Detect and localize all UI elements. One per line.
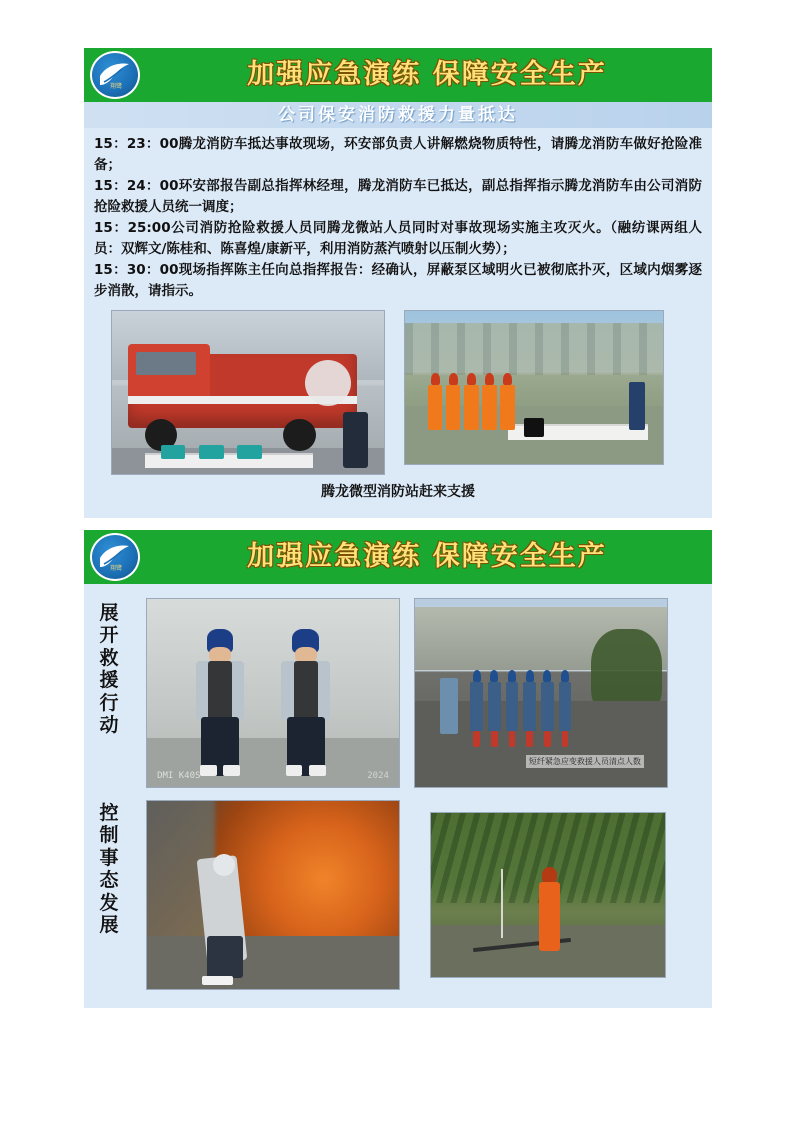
slide-1-caption: 腾龙微型消防站赶来支援 (321, 484, 475, 501)
slide-1-title: 加强应急演练 保障安全生产 (247, 59, 607, 90)
vertical-char: 动 (99, 714, 119, 737)
vertical-char: 展 (99, 602, 119, 624)
photo-overlay-text: 短纤紧急应变救援人员清点人数 (526, 755, 644, 768)
photo-watermark-left: DMI K40S (157, 771, 201, 782)
vertical-label-rescue (92, 602, 126, 736)
photo-extinguisher-team (414, 598, 668, 788)
photo-fire-truck (111, 310, 385, 475)
slide-2-body (84, 584, 712, 1004)
body-paragraph: 15：23：00腾龙消防车抵达事故现场，环安部负责人讲解燃烧物质特性，请腾龙消防车做好抢险准备； (94, 136, 702, 173)
svg-text:翔鹭: 翔鹭 (110, 83, 123, 90)
vertical-char: 救 (99, 646, 119, 669)
body-paragraph: 15：25:00公司消防抢险救援人员同腾龙微站人员同时对事故现场实施主攻灭火。（融纺课两组人员：双辉文/陈桂和、陈喜煌/康新平，利用消防蒸汽喷射以压制火势）； (94, 220, 702, 257)
vertical-char: 事 (99, 846, 119, 869)
vertical-char: 行 (99, 691, 119, 714)
slide-1-banner (84, 48, 712, 102)
photo-firefighter-hose (430, 812, 666, 978)
photo-watermark-right: 2024 (367, 771, 389, 782)
slide-1-subtitle: 公司保安消防救援力量抵达 (84, 102, 712, 128)
photo-smoke-control (146, 800, 400, 990)
vertical-char: 制 (99, 824, 119, 847)
body-paragraph: 15：24：00环安部报告副总指挥林经理，腾龙消防车已抵达，副总指挥指示腾龙消防车由公司消防抢险救援人员统一调度； (94, 178, 702, 215)
slide-1-body (84, 128, 712, 304)
vertical-char: 态 (99, 869, 119, 892)
slide-1 (84, 48, 712, 518)
body-paragraph: 15：30：00现场指挥陈主任向总指挥报告：经确认，屏蔽泵区域明火已被彻底扑灭，区域内烟雾逐步消散，请指示。 (94, 262, 702, 299)
photo-drill-lineup (404, 310, 664, 465)
photo-scba-workers (146, 598, 400, 788)
slide-2-title: 加强应急演练 保障安全生产 (247, 541, 607, 572)
slide-2 (84, 530, 712, 1008)
vertical-char: 展 (99, 914, 119, 937)
slide-1-photo-row (84, 310, 712, 475)
vertical-char: 开 (99, 624, 119, 647)
vertical-char: 发 (99, 891, 119, 914)
company-eagle-logo (90, 533, 140, 581)
vertical-char: 援 (99, 669, 119, 692)
slide-2-banner (84, 530, 712, 584)
vertical-label-control (92, 802, 126, 936)
vertical-char: 控 (99, 802, 119, 824)
svg-text:翔鹭: 翔鹭 (110, 565, 123, 572)
company-eagle-logo (90, 51, 140, 99)
